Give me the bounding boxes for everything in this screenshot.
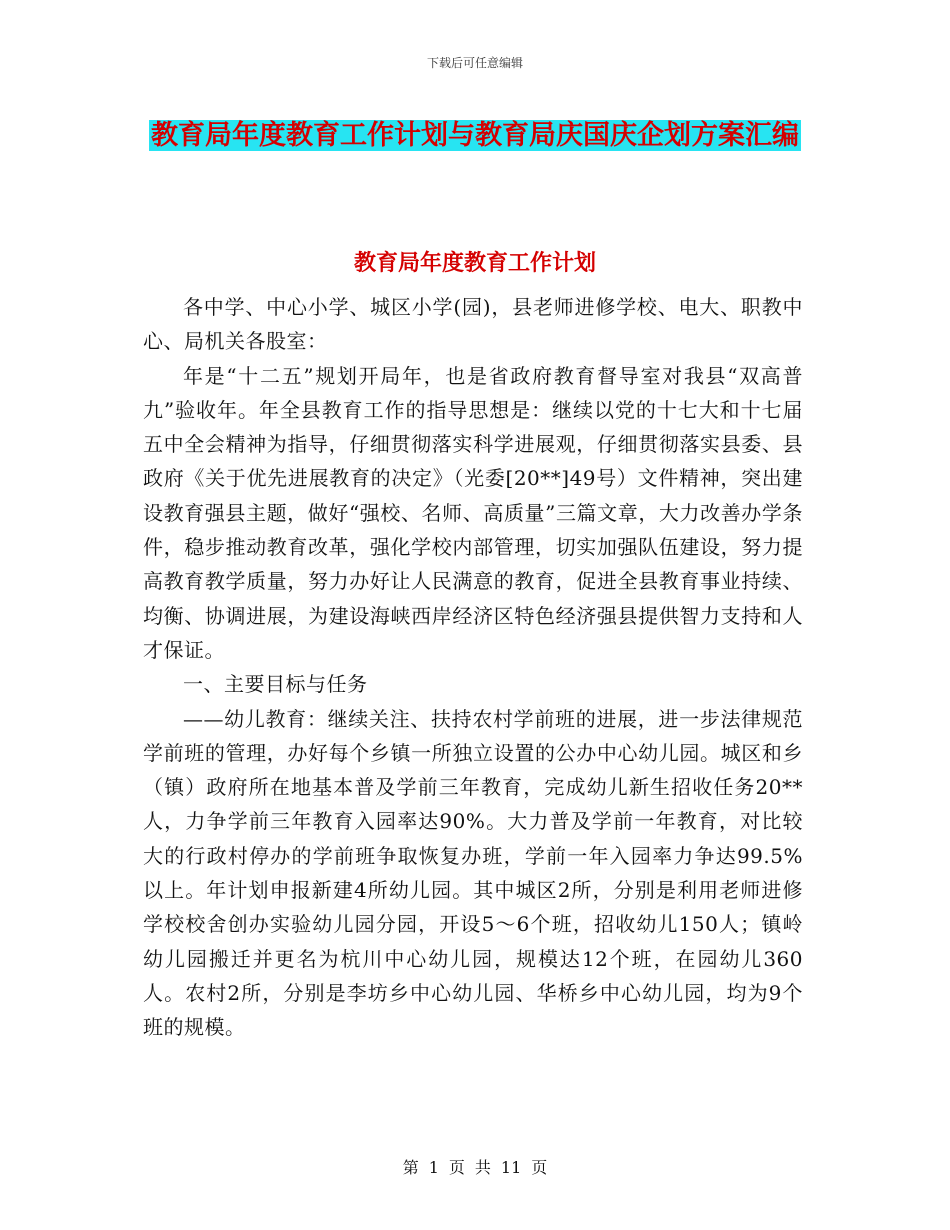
document-body bbox=[143, 290, 803, 1045]
footer-total-pages: 11 bbox=[500, 1158, 522, 1177]
paragraph-heading-goals: 一、主要目标与任务 bbox=[183, 672, 368, 697]
paragraph-preschool-education: ——幼儿教育：继续关注、扶持农村学前班的进展，进一步法律规范学前班的管理，办好每个乡镇一所独立设置的公办中心幼儿园。城区和乡（镇）政府所在地基本普及学前三年教育，完成幼儿新生招收任务20**人，力争学前三年教育入园率达90%。大力普及学前一年教育，对比较大的行政村停办的学前班争取恢复办班，学前一年入园率力争达99.5%以上。年计划申报新建4所幼儿园。其中城区2所，分别是利用老师进修学校校舍创办实验幼儿园分园，开设5～6个班，招收幼儿150人；镇岭幼儿园搬迁并更名为杭川中心幼儿园，规模达12个班，在园幼儿360人。农村2所，分别是李坊乡中心幼儿园、华桥乡中心幼儿园，均为9个班的规模。 bbox=[143, 706, 803, 1040]
document-title-text: 教育局年度教育工作计划与教育局庆国庆企划方案汇编 bbox=[151, 120, 799, 151]
footer-total-label: 共 bbox=[474, 1158, 491, 1177]
header-note: 下载后可任意编辑 bbox=[426, 56, 523, 70]
paragraph-addressee: 各中学、中心小学、城区小学(园)，县老师进修学校、电大、职教中心、局机关各股室： bbox=[143, 295, 803, 354]
document-title bbox=[140, 110, 810, 162]
paragraph-guiding-thought: 年是“十二五”规划开局年，也是省政府教育督导室对我县“双高普九”验收年。年全县教育工作的指导思想是：继续以党的十七大和十七届五中全会精神为指导，仔细贯彻落实科学进展观，仔细贯彻落实县委、县政府《关于优先进展教育的决定》（光委[20**]49号）文件精神，突出建设教育强县主题，做好“强校、名师、高质量”三篇文章，大力改善办学条件，稳步推动教育改革，强化学校内部管理，切实加强队伍建设，努力提高教育教学质量，努力办好让人民满意的教育，促进全县教育事业持续、均衡、协调进展，为建设海峡西岸经济区特色经济强县提供智力支持和人才保证。 bbox=[143, 363, 803, 662]
footer-page-label: 页 bbox=[448, 1158, 465, 1177]
page-footer bbox=[0, 1155, 950, 1178]
footer-page-number: 1 bbox=[428, 1158, 439, 1177]
footer-prefix: 第 bbox=[402, 1158, 419, 1177]
footer-suffix: 页 bbox=[531, 1158, 548, 1177]
section-title: 教育局年度教育工作计划 bbox=[353, 250, 596, 276]
